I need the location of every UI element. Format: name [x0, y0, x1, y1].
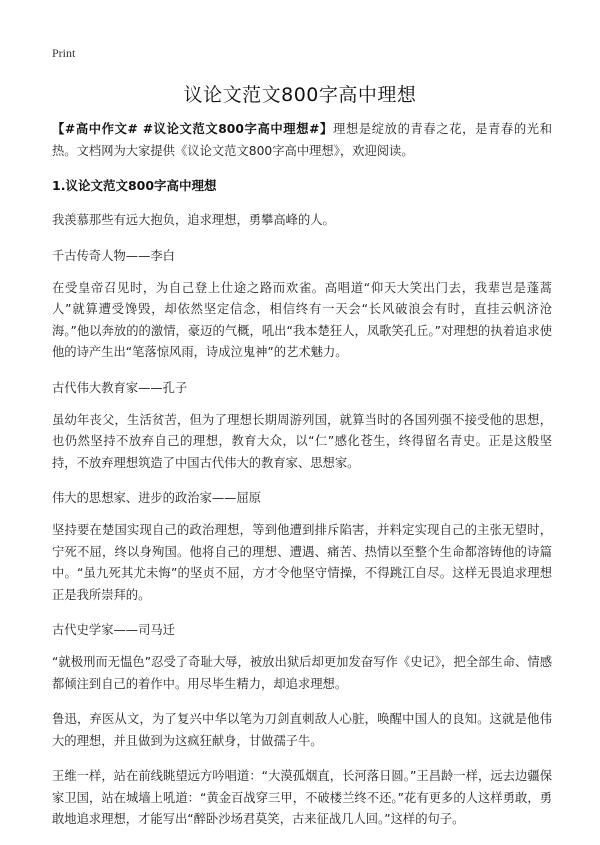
intro-paragraph [52, 118, 552, 162]
intro-tag: 【#高中作文# #议论文范文800字高中理想#】 [52, 122, 333, 136]
page-title: 议论文范文800字高中理想 [183, 84, 417, 106]
person-heading-simaqian: 古代史学家——司马迁 [52, 623, 175, 637]
paragraph-luxun: 鲁迅，弃医从文，为了复兴中华以笔为刀剑直刺敌人心脏，唤醒中国人的良知。这就是他伟大的理想，并且做到为这疯狂献身，甘做孺子牛。 [52, 712, 552, 748]
paragraph-libai: 在受皇帝召见时，为自己登上仕途之路而欢雀。高唱道“仰天大笑出门去，我辈岂是蓬蒿人”就算遭受馋毁，却依然坚定信念，相信终有一天会“长风破浪会有时，直挂云帆济沧海。”他以奔放的的激情，豪迈的气概，吼出“我本楚狂人，凤歌笑孔丘。”对理想的执着追求使他的诗产生出“笔落惊风雨，诗成泣鬼神”的艺术魅力。 [52, 280, 552, 359]
person-heading-confucius: 古代伟大教育家——孔子 [52, 380, 188, 395]
opening-paragraph: 我羡慕那些有远大抱负，追求理想，勇攀高峰的人。 [52, 213, 335, 227]
paragraph-quyuan: 坚持要在楚国实现自己的政治理想，等到他遭到排斥陷害，并料定实现自己的主张无望时，宁死不屈，终以身殉国。他将自己的理想、遭遇、痛苦、热情以至整个生命都溶铸他的诗篇中。“虽九死其尤未悔”的坚贞不屈，方才令他坚守情操，不得跳江自尽。这样无畏追求理想正是我所崇拜的。 [52, 523, 552, 602]
section-heading: 1.议论文范文800字高中理想 [52, 178, 217, 193]
person-heading-quyuan: 伟大的思想家、进步的政治家——屈原 [52, 491, 262, 505]
paragraph-wangwei: 王维一样，站在前线眺望远方吟唱道：“大漠孤烟直，长河落日圆。”王昌龄一样，远去边疆保家卫国，站在城墙上吼道：“黄金百战穿三甲，不破楼兰终不还。”花有更多的人这样勇敢，勇敢地追求理想，才能写出“醉卧沙场君莫笑，古来征战几人回。”这样的句子。 [52, 769, 552, 826]
paragraph-simaqian: “就极刑而无愠色”忍受了奇耻大辱，被放出狱后却更加发奋写作《史记》，把全部生命、情感都倾注到自己的着作中。用尽毕生精力，却追求理想。 [52, 655, 552, 691]
person-heading-libai: 千古传奇人物——李白 [52, 248, 175, 263]
print-link[interactable]: Print [52, 46, 76, 60]
intro-text: 理想是绽放的青春之花，是青春的光和热。文档网为大家提供《议论文范文800字高中理想》，欢迎阅读。 [52, 122, 552, 158]
article-body [52, 118, 552, 845]
paragraph-confucius: 虽幼年丧父，生活贫苦，但为了理想长期周游列国，就算当时的各国列强不接受他的思想，也仍然坚持不放弃自己的理想，教育大众，以“仁”感化苍生，终得留名青史。正是这般坚持，不放弃理想筑造了中国古代伟大的教育家、思想家。 [52, 412, 552, 470]
